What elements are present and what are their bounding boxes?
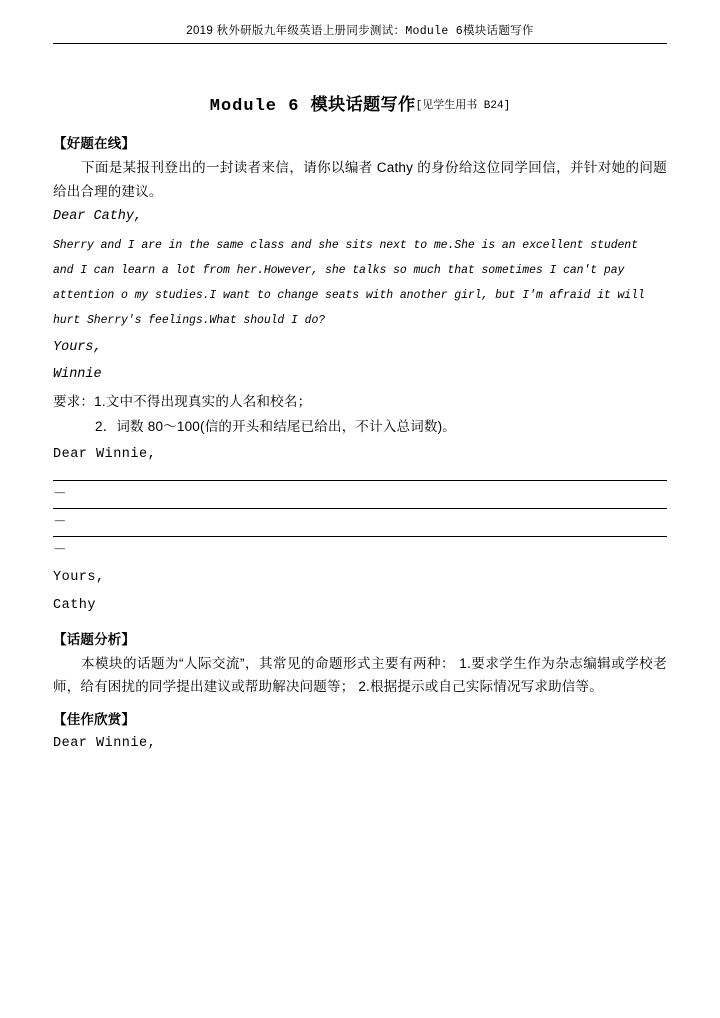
answer-signature: Cathy	[53, 598, 97, 614]
answer-rule	[53, 480, 667, 481]
section-topic-analysis: 【话题分析】	[53, 631, 136, 647]
answer-blank-area[interactable]	[53, 480, 667, 562]
model-salutation: Dear Winnie,	[53, 735, 157, 751]
answer-dash: －	[53, 544, 67, 560]
page-header	[53, 22, 667, 44]
letter-salutation: Dear Cathy,	[53, 209, 143, 225]
answer-rule	[53, 508, 667, 509]
section-good-questions: 【好题在线】	[53, 136, 136, 151]
answer-closing: Yours,	[53, 569, 105, 585]
document-body	[53, 44, 667, 756]
answer-salutation: Dear Winnie,	[53, 447, 157, 462]
title-module: Module 6	[209, 97, 300, 116]
header-prefix: 2019 秋外研版九年级英语上册同步测试：	[186, 25, 406, 37]
answer-dash: －	[53, 516, 67, 532]
requirement-item-1: 1.文中不得出现真实的人名和校名；	[94, 394, 312, 410]
requirement-item-2: 2．词数 80～100(信的开头和结尾已给出，不计入总词数)。	[95, 418, 456, 434]
title-chinese: 模块话题写作	[310, 95, 416, 114]
answer-dash: －	[53, 488, 67, 504]
title-reference: [见学生用书 B24]	[415, 100, 511, 112]
header-suffix: 模块话题写作	[462, 25, 534, 37]
letter-body-line: attention o my studies.I want to change seats with another girl, but I′m afraid it will	[53, 288, 645, 302]
prompt-text: 下面是某报刊登出的一封读者来信，请你以编者 Cathy 的身份给这位同学回信，并针对她的问题给出合理的建议。	[53, 160, 667, 199]
letter-signature: Winnie	[53, 367, 102, 383]
letter-body-line: Sherry and I are in the same class and she sits next to me.She is an excellent student	[53, 239, 638, 253]
requirements-line-1	[53, 390, 667, 414]
letter-body-line: and I can learn a lot from her.However, she talks so much that sometimes I can′t pay	[53, 264, 625, 278]
requirements-label: 要求：	[53, 394, 95, 410]
analysis-text: 本模块的话题为“人际交流”，其常见的命题形式主要有两种： 1.要求学生作为杂志编辑或学校老师，给有困扰的同学提出建议或帮助解决问题等； 2.根据提示或自己实际情况写求助信等。	[53, 655, 667, 695]
section-model-essay: 【佳作欣赏】	[53, 711, 136, 727]
letter-body-line: hurt Sherry′s feelings.What should I do?	[53, 313, 326, 327]
answer-rule	[53, 536, 667, 537]
page-title	[53, 90, 667, 116]
letter-closing: Yours,	[53, 340, 102, 356]
header-module: Module 6	[405, 25, 463, 38]
